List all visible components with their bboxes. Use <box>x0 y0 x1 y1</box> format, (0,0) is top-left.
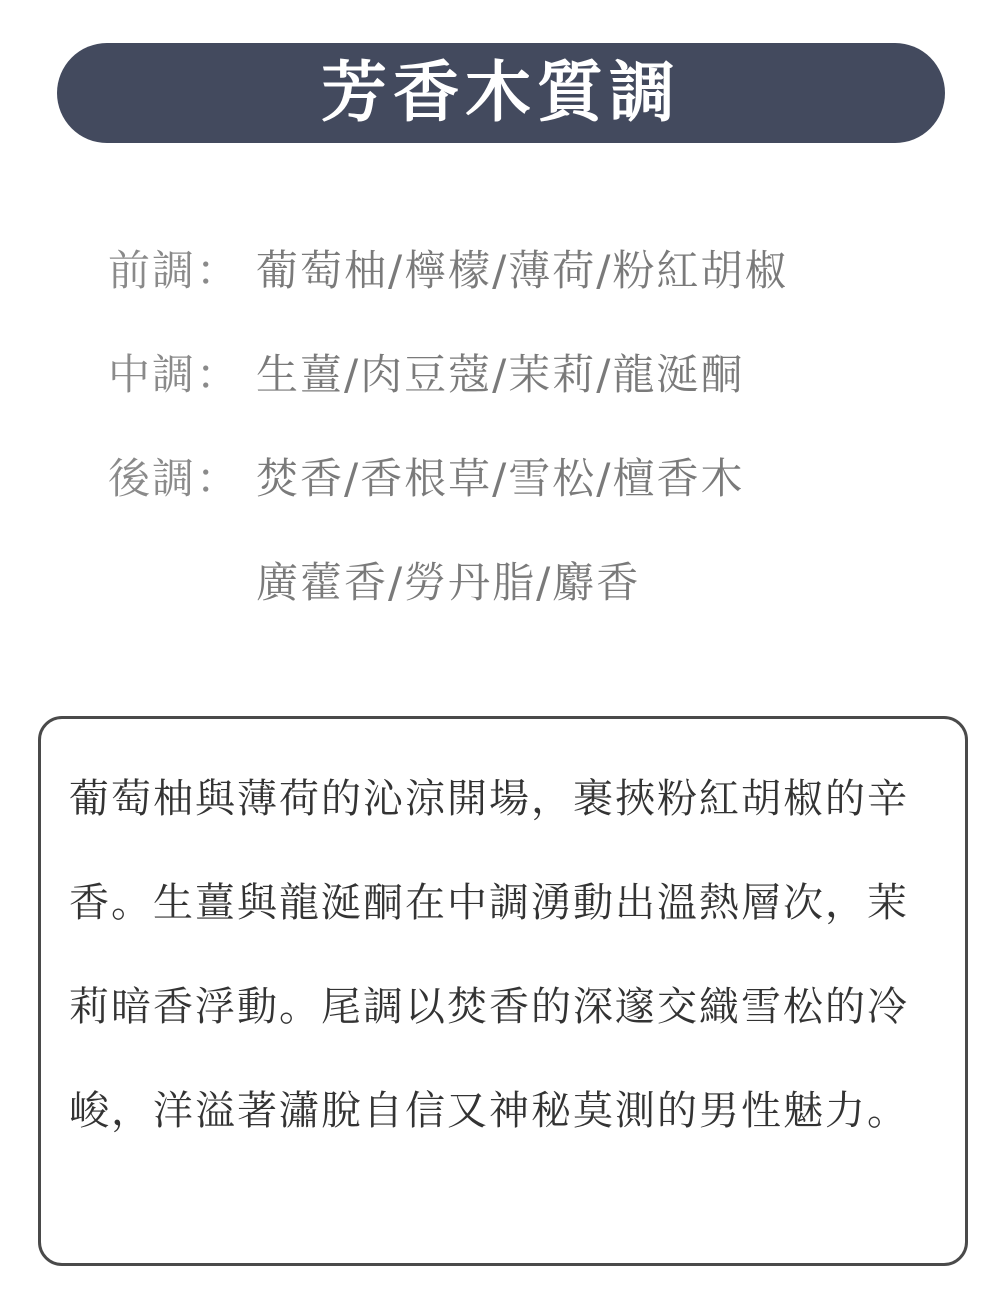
description-box <box>38 716 968 1266</box>
base-notes-row <box>108 424 968 528</box>
base-notes-value-line2: 廣藿香/勞丹脂/麝香 <box>256 558 641 607</box>
middle-notes-value: 生薑/肉豆蔻/茉莉/龍涎酮 <box>256 350 745 399</box>
page-title: 芳香木質調 <box>321 54 681 131</box>
base-notes-value: 焚香/香根草/雪松/檀香木 <box>256 454 745 503</box>
base-notes-row-continued <box>108 528 968 632</box>
fragrance-notes <box>108 216 968 632</box>
middle-notes-row <box>108 320 968 424</box>
top-notes-row <box>108 216 968 320</box>
middle-notes-label: 中調： <box>108 350 241 399</box>
top-notes-value: 葡萄柚/檸檬/薄荷/粉紅胡椒 <box>256 246 789 295</box>
base-notes-label: 後調： <box>108 454 241 503</box>
title-banner <box>57 43 945 143</box>
description-text: 葡萄柚與薄荷的沁涼開場，裹挾粉紅胡椒的辛香。生薑與龍涎酮在中調湧動出溫熱層次，茉莉暗香浮動。尾調以焚香的深邃交織雪松的冷峻，洋溢著瀟脫自信又神秘莫測的男性魅力。 <box>69 776 909 1134</box>
top-notes-label: 前調： <box>108 246 241 295</box>
